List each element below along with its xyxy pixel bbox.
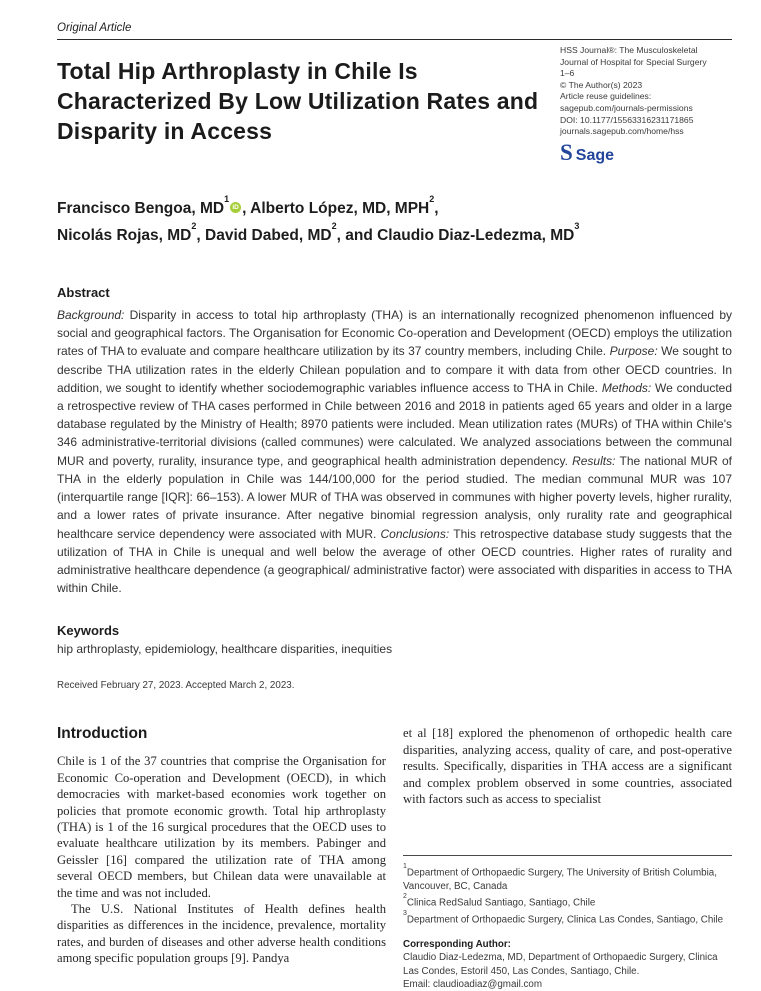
journal-info-block (560, 45, 732, 163)
affiliation-1 (403, 863, 732, 893)
author-1-affiliation-sup: 1 (224, 193, 230, 204)
abstract-label-conclusions: Conclusions: (380, 526, 454, 541)
author-2-affiliation-sup: 2 (429, 193, 435, 204)
received-accepted-dates: Received February 27, 2023. Accepted March 2, 2023. (57, 680, 295, 692)
abstract-label-purpose: Purpose: (609, 344, 662, 359)
intro-paragraph-1: Chile is 1 of the 37 countries that comprise the Organisation for Economic Co-operation and Development (OECD), in which democracies with market-based economies work together on policies that promote economic growth. Total hip arthroplasty (THA) is 1 of the 16 surgical procedures that the OECD uses to evaluate healthcare utilization by its members. Pabinger and Geissler [16] compared the utilization rate of THA among several OECD members, but Chilean data were unavailable at the time and was not included. (57, 754, 386, 900)
author-list (57, 193, 732, 247)
author-line1-tail: , (434, 199, 439, 217)
affiliation-3-text: Department of Orthopaedic Surgery, Clinica Las Condes, Santiago, Chile (406, 914, 724, 926)
abstract-text-background: Disparity in access to total hip arthroplasty (THA) is an internationally recognized phenomenon influenced by social and geographical factors. The Organisation for Economic Co-operation and Development (OECD) employs the utilization rates of THA to evaluate and compare healthcare utilization by its 37 country members, including Chile. (57, 308, 732, 359)
abstract-text-methods: We conducted a retrospective review of THA cases performed in Chile between 2016 and 2018 in patients aged 65 years and older in a large database regulated by the Ministry of Health; 8970 patients were included. Mean utilization rates (MURs) of THA within Chile's 346 administrative-territorial divisions (called communes) were calculated. We analyzed associations between the communal MUR and poverty, rurality, insurance type, and geographical health administration dependency. (57, 380, 733, 468)
paper-title: Total Hip Arthroplasty in Chile Is Characterized By Low Utilization Rates and Disparity in Access (57, 58, 539, 144)
author-1: Francisco Bengoa, MD (57, 199, 225, 217)
introduction-text-right (403, 725, 732, 807)
permissions-link[interactable]: sagepub.com/journals-permissions (560, 102, 693, 113)
article-type-label: Original Article (57, 22, 132, 34)
abstract-label-results: Results: (572, 453, 620, 468)
copyright-line: © The Author(s) 2023 (560, 79, 643, 90)
corresponding-author-heading: Corresponding Author: (403, 938, 511, 950)
keywords-section (57, 623, 732, 656)
affiliation-2 (403, 893, 732, 910)
abstract-text-conclusions: This retrospective database study suggests that the utilization of THA in Chile is unequal and well below the average of other OECD countries. Higher rates of rurality and administrative healthcare dependence (a geographical/ administrative factor) were associated with disparities in access to THA within Chile. (57, 526, 732, 596)
affiliation-2-sup: 2 (403, 893, 407, 901)
affiliation-3 (403, 910, 732, 927)
affiliation-2-text: Clinica RedSalud Santiago, Santiago, Chile (406, 897, 596, 909)
abstract-text-results: The national MUR of THA in the elderly population in Chile was 144/100,000 for the period studied. The median communal MUR was 107 (interquartile range [IQR]: 66–153). A lower MUR of THA was observed in communes with higher poverty levels, higher rurality, and a lower rates of private insurance. After negative binomial regression analysis, only rurality rate and geographical healthcare service dependency were associated with MUR. (57, 453, 732, 541)
keywords-heading: Keywords (57, 623, 120, 639)
corresponding-author-address: Claudio Diaz-Ledezma, MD, Department of Orthopaedic Surgery, Clinica Las Condes, Estoril 450, Las Condes, Santiago, Chile. (403, 952, 718, 977)
sage-logo-wordmark: Sage (575, 146, 615, 164)
abstract-section (57, 285, 732, 597)
author-5: , and Claudio Diaz-Ledezma, MD (336, 227, 575, 245)
journal-home-link[interactable]: journals.sagepub.com/home/hss (560, 126, 684, 137)
intro-paragraph-3: et al [18] explored the phenomenon of orthopedic health care disparities, analyzing access, quality of care, and post-operative results. Specifically, disparities in THA access are a significant and complex problem observed in some countries, associated with factors such as access to specialist (403, 726, 732, 806)
introduction-text-left (57, 753, 386, 966)
author-4-affiliation-sup: 2 (331, 220, 337, 231)
intro-paragraph-2: The U.S. National Institutes of Health defines health disparities as differences in the incidence, prevalence, mortality rates, and burden of diseases and other adverse health conditions among specific population groups [9]. Pandya (57, 901, 386, 966)
author-3: Nicolás Rojas, MD (57, 227, 192, 245)
orcid-icon[interactable]: iD (230, 202, 241, 213)
reuse-guidelines-label: Article reuse guidelines: (560, 91, 652, 102)
abstract-text-purpose: We sought to describe THA utilization rates in the elderly Chilean population and to compare it with data from other OECD countries. In addition, we sought to identify whether sociodemographic variables influence access to THA in Chile. (57, 344, 732, 395)
doi-line: DOI: 10.1177/15563316231171865 (560, 114, 694, 125)
abstract-heading: Abstract (57, 285, 110, 301)
header-row (57, 40, 732, 163)
journal-name-line1: HSS Journal®: The Musculoskeletal (560, 45, 698, 55)
affiliations-footnote-block (403, 855, 732, 991)
affiliation-3-sup: 3 (403, 910, 407, 918)
author-2: , Alberto López, MD, MPH (242, 199, 430, 217)
author-3-affiliation-sup: 2 (191, 220, 197, 231)
left-column (57, 725, 386, 991)
abstract-label-methods: Methods: (601, 380, 656, 395)
keywords-list: hip arthroplasty, epidemiology, healthcare disparities, inequities (57, 642, 393, 657)
right-column (403, 725, 732, 991)
corresponding-author-block (403, 938, 732, 991)
body-columns (57, 725, 732, 991)
affiliation-1-text: Department of Orthopaedic Surgery, The University of British Columbia, Vancouver, BC, Canada (403, 867, 717, 892)
page-range: 1–6 (560, 68, 575, 79)
author-5-affiliation-sup: 3 (574, 220, 580, 231)
sage-logo (560, 139, 732, 165)
corresponding-author-email[interactable]: Email: claudioadiaz@gmail.com (403, 978, 542, 990)
journal-name-line2: Journal of Hospital for Special Surgery (560, 56, 707, 67)
abstract-body (57, 306, 732, 597)
sage-logo-s-icon: S (560, 139, 573, 165)
author-4: , David Dabed, MD (196, 227, 332, 245)
affiliation-1-sup: 1 (403, 863, 407, 871)
introduction-heading: Introduction (57, 725, 148, 743)
abstract-label-background: Background: (57, 308, 130, 323)
